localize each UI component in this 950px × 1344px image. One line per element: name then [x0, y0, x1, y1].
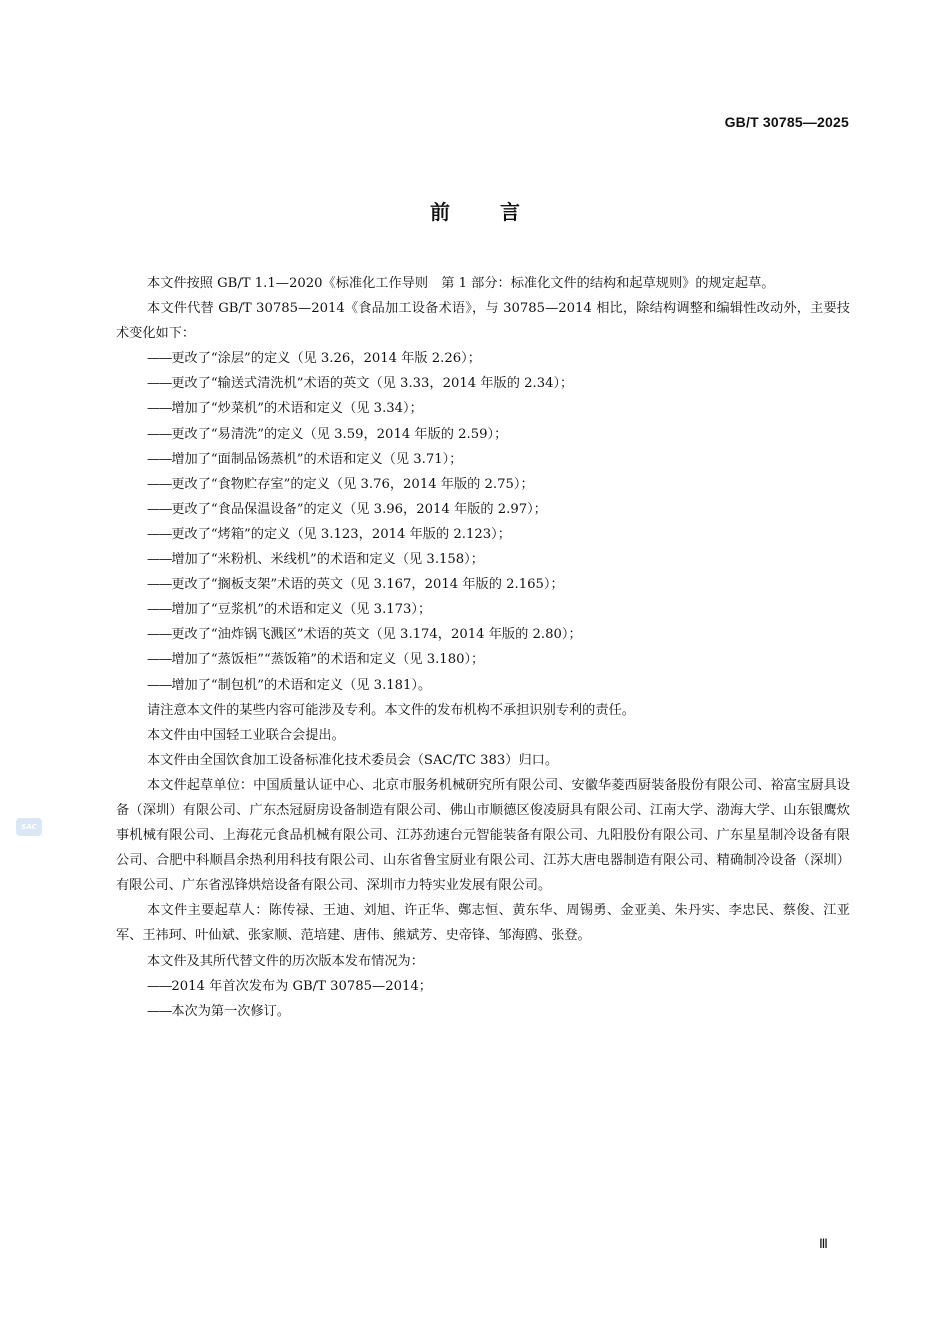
list-item: ——更改了“输送式清洗机”术语的英文（见 3.33，2014 年版的 2.34）；	[147, 376, 574, 392]
list-item: ——增加了“制包机”的术语和定义（见 3.181）。	[147, 677, 432, 693]
list-dash: ——	[147, 476, 172, 492]
title-char-1: 前	[430, 200, 450, 224]
page-number: Ⅲ	[819, 1236, 828, 1251]
list-dash: ——	[147, 602, 172, 618]
list-dash: ——	[147, 577, 172, 593]
paragraph-replacement: 本文件代替 GB/T 30785—2014《食品加工设备术语》，与 30785—2014 相比，除结构调整和编辑性改动外，主要技术变化如下：	[116, 301, 850, 342]
list-item: ——增加了“豆浆机”的术语和定义（见 3.173）；	[147, 602, 432, 618]
list-item: ——更改了“烤箱”的定义（见 3.123，2014 年版的 2.123）；	[147, 526, 511, 542]
list-item: ——更改了“油炸锅飞溅区”术语的英文（见 3.174，2014 年版的 2.80）；	[147, 627, 582, 643]
list-dash: ——	[147, 351, 172, 367]
paragraph-patent-notice: 请注意本文件的某些内容可能涉及专利。本文件的发布机构不承担识别专利的责任。	[147, 702, 635, 718]
list-dash: ——	[147, 1003, 172, 1019]
list-dash: ——	[147, 627, 172, 643]
foreword-body	[116, 271, 850, 1024]
list-dash: ——	[147, 526, 172, 542]
standard-code: GB/T 30785—2025	[724, 114, 849, 130]
history-list	[116, 974, 850, 1024]
paragraph-drafters: 本文件主要起草人：陈传禄、王迪、刘旭、许正华、鄭志恒、黄东华、周锡勇、金亚美、朱丹实、李忠民、蔡俊、江亚军、王祎珂、叶仙斌、张家顺、范培建、唐伟、熊斌芳、史帝锋、邹海鸥、张登。	[116, 903, 850, 944]
list-item: ——更改了“易清洗”的定义（见 3.59，2014 年版的 2.59）；	[147, 426, 508, 442]
list-item: ——增加了“蒸饭柜”“蒸饭箱”的术语和定义（见 3.180）；	[147, 652, 485, 668]
list-dash: ——	[147, 376, 172, 392]
list-dash: ——	[147, 552, 172, 568]
paragraph-drafting-units: 本文件起草单位：中国质量认证中心、北京市服务机械研究所有限公司、安徽华菱西厨装备股份有限公司、裕富宝厨具设备（深圳）有限公司、广东杰冠厨房设备制造有限公司、佛山市顺德区俊凌厨具有限公司、江南大学、渤海大学、山东银鹰炊事机械有限公司、上海花元食品机械有限公司、江苏劲速台元智能装备有限公司、九阳股份有限公司、广东星星制冷设备有限公司、合肥中科顺昌余热利用科技有限公司、山东省鲁宝厨业有限公司、江苏大唐电器制造有限公司、精确制冷设备（深圳）有限公司、广东省泓锋烘焙设备有限公司、深圳市力特实业发展有限公司。	[116, 777, 850, 894]
list-item: ——增加了“米粉机、米线机”的术语和定义（见 3.158）；	[147, 552, 484, 568]
list-dash: ——	[147, 426, 172, 442]
title-char-2: 言	[500, 200, 520, 224]
list-item: ——更改了“食物贮存室”的定义（见 3.76，2014 年版的 2.75）；	[147, 476, 534, 492]
paragraph-drafting-rules: 本文件按照 GB/T 1.1—2020《标准化工作导则 第 1 部分：标准化文件的结构和起草规则》的规定起草。	[147, 276, 775, 291]
list-dash: ——	[147, 652, 172, 668]
list-item: ——增加了“炒菜机”的术语和定义（见 3.34）；	[147, 401, 423, 417]
list-item: ——2014 年首次发布为 GB/T 30785—2014；	[147, 978, 432, 994]
paragraph-committee: 本文件由全国饮食加工设备标准化技术委员会（SAC/TC 383）归口。	[147, 752, 559, 768]
sac-logo-watermark: SAC	[16, 818, 42, 836]
changes-list	[116, 346, 850, 697]
list-dash: ——	[147, 501, 172, 517]
list-dash: ——	[147, 451, 172, 467]
list-dash: ——	[147, 401, 172, 417]
list-item: ——更改了“搁板支架”术语的英文（见 3.167，2014 年版的 2.165）；	[147, 577, 564, 593]
page-title	[0, 196, 950, 225]
paragraph-proposer: 本文件由中国轻工业联合会提出。	[147, 727, 345, 743]
list-item: ——更改了“涂层”的定义（见 3.26，2014 年版 2.26）；	[147, 351, 481, 367]
list-item: ——更改了“食品保温设备”的定义（见 3.96，2014 年版的 2.97）；	[147, 501, 547, 517]
list-item: ——增加了“面制品饧蒸机”的术语和定义（见 3.71）；	[147, 451, 463, 467]
list-dash: ——	[147, 677, 172, 693]
list-dash: ——	[147, 978, 172, 994]
list-item: ——本次为第一次修订。	[147, 1003, 291, 1019]
paragraph-history-intro: 本文件及其所代替文件的历次版本发布情况为：	[147, 953, 424, 969]
